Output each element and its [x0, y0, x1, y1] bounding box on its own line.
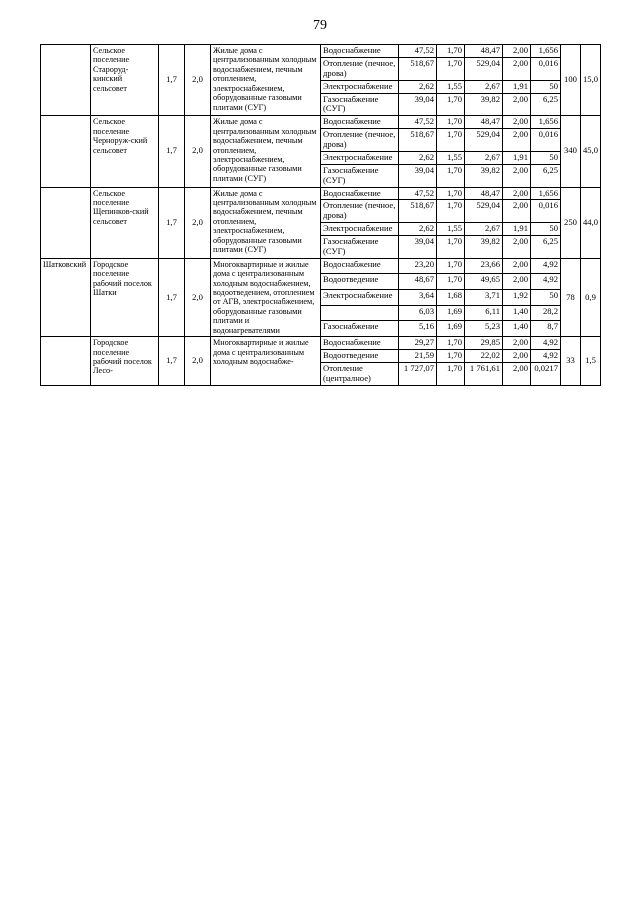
- count-cell: 340: [561, 116, 581, 187]
- value-cell: 2,67: [465, 223, 503, 236]
- value-cell: 6,25: [531, 93, 561, 116]
- coefficient-cell: 2,0: [185, 258, 211, 336]
- coefficient-cell: 2,0: [185, 116, 211, 187]
- coefficient-cell: 2,0: [185, 187, 211, 258]
- district-cell: [41, 337, 91, 386]
- service-cell: Газоснабжение (СУГ): [321, 164, 399, 187]
- value-cell: 529,04: [465, 129, 503, 152]
- service-cell: Водоотведение: [321, 274, 399, 290]
- value-cell: 1,69: [437, 321, 465, 337]
- count-cell: 44,0: [581, 187, 601, 258]
- value-cell: 518,67: [399, 57, 437, 80]
- value-cell: 1,70: [437, 274, 465, 290]
- value-cell: 6,03: [399, 305, 437, 321]
- count-cell: 250: [561, 187, 581, 258]
- value-cell: 50: [531, 80, 561, 93]
- value-cell: 50: [531, 223, 561, 236]
- table-body: [41, 45, 601, 386]
- value-cell: 1,55: [437, 151, 465, 164]
- value-cell: 2,62: [399, 223, 437, 236]
- coefficient-cell: 1,7: [159, 187, 185, 258]
- housing-type-cell: Жилые дома с централизованным холодным водоснабжением, печным отоплением, электроснабжением, оборудованные газовыми плитами (СУГ): [211, 187, 321, 258]
- value-cell: 1,91: [503, 80, 531, 93]
- value-cell: 2,00: [503, 93, 531, 116]
- count-cell: 1,5: [581, 337, 601, 386]
- value-cell: 1,70: [437, 164, 465, 187]
- value-cell: 49,65: [465, 274, 503, 290]
- service-cell: Электроснабжение: [321, 290, 399, 306]
- service-cell: Газоснабжение: [321, 321, 399, 337]
- value-cell: 48,67: [399, 274, 437, 290]
- service-cell: Электроснабжение: [321, 80, 399, 93]
- value-cell: 50: [531, 290, 561, 306]
- value-cell: 1,70: [437, 236, 465, 259]
- value-cell: 1,656: [531, 116, 561, 129]
- value-cell: 1,70: [437, 45, 465, 58]
- value-cell: 1,91: [503, 223, 531, 236]
- service-cell: Водоснабжение: [321, 258, 399, 274]
- count-cell: 78: [561, 258, 581, 336]
- value-cell: 2,00: [503, 129, 531, 152]
- service-cell: Водоснабжение: [321, 45, 399, 58]
- value-cell: 1,70: [437, 116, 465, 129]
- value-cell: 4,92: [531, 274, 561, 290]
- service-cell: Отопление (печное, дрова): [321, 129, 399, 152]
- value-cell: 4,92: [531, 337, 561, 350]
- housing-type-cell: Многоквартирные и жилые дома с централизованным холодным водоснабжением, водоотведением, отоплением от АГВ, электроснабжением, оборудованные газовыми плитами и водонагревателями: [211, 258, 321, 336]
- table-row: [41, 187, 601, 200]
- count-cell: 100: [561, 45, 581, 116]
- value-cell: 1,40: [503, 305, 531, 321]
- table-row: [41, 45, 601, 58]
- value-cell: 1,70: [437, 187, 465, 200]
- settlement-cell: Городское поселение рабочий поселок Лесо-: [91, 337, 159, 386]
- housing-type-cell: Жилые дома с централизованным холодным водоснабжением, печным отоплением, электроснабжением, оборудованные газовыми плитами (СУГ): [211, 45, 321, 116]
- value-cell: 1 727,07: [399, 362, 437, 385]
- value-cell: 6,25: [531, 236, 561, 259]
- value-cell: 48,47: [465, 187, 503, 200]
- value-cell: 39,82: [465, 236, 503, 259]
- count-cell: 45,0: [581, 116, 601, 187]
- value-cell: 2,00: [503, 57, 531, 80]
- value-cell: 0,0217: [531, 362, 561, 385]
- value-cell: 1,70: [437, 362, 465, 385]
- settlement-cell: Сельское поселение Черноруж-ский сельсовет: [91, 116, 159, 187]
- value-cell: 1,55: [437, 80, 465, 93]
- value-cell: 2,00: [503, 362, 531, 385]
- coefficient-cell: 1,7: [159, 116, 185, 187]
- service-cell: Водоснабжение: [321, 116, 399, 129]
- value-cell: 1,70: [437, 200, 465, 223]
- value-cell: 47,52: [399, 187, 437, 200]
- value-cell: 2,62: [399, 151, 437, 164]
- value-cell: 2,00: [503, 258, 531, 274]
- value-cell: 0,016: [531, 57, 561, 80]
- tariff-table: [40, 44, 601, 386]
- service-cell: Водоснабжение: [321, 337, 399, 350]
- value-cell: 47,52: [399, 116, 437, 129]
- value-cell: 1,69: [437, 305, 465, 321]
- value-cell: 2,00: [503, 45, 531, 58]
- service-cell: Отопление (централное): [321, 362, 399, 385]
- value-cell: 2,00: [503, 350, 531, 363]
- value-cell: 1,68: [437, 290, 465, 306]
- district-cell: [41, 116, 91, 187]
- value-cell: 2,00: [503, 200, 531, 223]
- service-cell: [321, 305, 399, 321]
- count-cell: 0,9: [581, 258, 601, 336]
- value-cell: 2,62: [399, 80, 437, 93]
- district-cell: [41, 187, 91, 258]
- value-cell: 3,71: [465, 290, 503, 306]
- value-cell: 0,016: [531, 129, 561, 152]
- value-cell: 2,67: [465, 151, 503, 164]
- coefficient-cell: 2,0: [185, 337, 211, 386]
- value-cell: 1,55: [437, 223, 465, 236]
- service-cell: Водоотведение: [321, 350, 399, 363]
- table-row: [41, 258, 601, 274]
- count-cell: 15,0: [581, 45, 601, 116]
- service-cell: Электроснабжение: [321, 151, 399, 164]
- value-cell: 39,04: [399, 236, 437, 259]
- coefficient-cell: 2,0: [185, 45, 211, 116]
- value-cell: 1,70: [437, 93, 465, 116]
- value-cell: 5,16: [399, 321, 437, 337]
- table-row: [41, 116, 601, 129]
- service-cell: Газоснабжение (СУГ): [321, 236, 399, 259]
- service-cell: Водоснабжение: [321, 187, 399, 200]
- value-cell: 8,7: [531, 321, 561, 337]
- value-cell: 23,66: [465, 258, 503, 274]
- coefficient-cell: 1,7: [159, 45, 185, 116]
- value-cell: 2,00: [503, 164, 531, 187]
- value-cell: 529,04: [465, 200, 503, 223]
- value-cell: 4,92: [531, 258, 561, 274]
- value-cell: 529,04: [465, 57, 503, 80]
- value-cell: 518,67: [399, 200, 437, 223]
- value-cell: 1,70: [437, 258, 465, 274]
- value-cell: 28,2: [531, 305, 561, 321]
- value-cell: 48,47: [465, 116, 503, 129]
- district-cell: Шатковский: [41, 258, 91, 336]
- value-cell: 1,40: [503, 321, 531, 337]
- value-cell: 48,47: [465, 45, 503, 58]
- value-cell: 39,04: [399, 164, 437, 187]
- value-cell: 1,656: [531, 187, 561, 200]
- settlement-cell: Сельское поселение Щепинков-ский сельсовет: [91, 187, 159, 258]
- count-cell: 33: [561, 337, 581, 386]
- value-cell: 1 761,61: [465, 362, 503, 385]
- value-cell: 1,656: [531, 45, 561, 58]
- value-cell: 518,67: [399, 129, 437, 152]
- coefficient-cell: 1,7: [159, 258, 185, 336]
- value-cell: 39,82: [465, 93, 503, 116]
- value-cell: 2,00: [503, 236, 531, 259]
- coefficient-cell: 1,7: [159, 337, 185, 386]
- value-cell: 29,27: [399, 337, 437, 350]
- settlement-cell: Сельское поселение Староруд-кинский сельсовет: [91, 45, 159, 116]
- value-cell: 1,70: [437, 129, 465, 152]
- service-cell: Электроснабжение: [321, 223, 399, 236]
- value-cell: 21,59: [399, 350, 437, 363]
- value-cell: 50: [531, 151, 561, 164]
- value-cell: 1,92: [503, 290, 531, 306]
- value-cell: 1,70: [437, 350, 465, 363]
- service-cell: Газоснабжение (СУГ): [321, 93, 399, 116]
- value-cell: 2,00: [503, 116, 531, 129]
- tariff-table-container: [40, 44, 600, 884]
- value-cell: 47,52: [399, 45, 437, 58]
- value-cell: 0,016: [531, 200, 561, 223]
- value-cell: 39,82: [465, 164, 503, 187]
- service-cell: Отопление (печное, дрова): [321, 57, 399, 80]
- district-cell: [41, 45, 91, 116]
- value-cell: 2,00: [503, 337, 531, 350]
- value-cell: 2,67: [465, 80, 503, 93]
- value-cell: 1,70: [437, 57, 465, 80]
- value-cell: 5,23: [465, 321, 503, 337]
- value-cell: 29,85: [465, 337, 503, 350]
- value-cell: 39,04: [399, 93, 437, 116]
- service-cell: Отопление (печное, дрова): [321, 200, 399, 223]
- value-cell: 3,64: [399, 290, 437, 306]
- table-row: [41, 337, 601, 350]
- value-cell: 6,25: [531, 164, 561, 187]
- settlement-cell: Городское поселение рабочий поселок Шатки: [91, 258, 159, 336]
- value-cell: 22,02: [465, 350, 503, 363]
- value-cell: 2,00: [503, 187, 531, 200]
- value-cell: 23,20: [399, 258, 437, 274]
- housing-type-cell: Жилые дома с централизованным холодным водоснабжением, печным отоплением, электроснабжением, оборудованные газовыми плитами (СУГ): [211, 116, 321, 187]
- value-cell: 1,91: [503, 151, 531, 164]
- value-cell: 1,70: [437, 337, 465, 350]
- page-number: 79: [313, 18, 327, 33]
- value-cell: 4,92: [531, 350, 561, 363]
- value-cell: 2,00: [503, 274, 531, 290]
- housing-type-cell: Многоквартирные и жилые дома с централизованным холодным водоснабже-: [211, 337, 321, 386]
- value-cell: 6,11: [465, 305, 503, 321]
